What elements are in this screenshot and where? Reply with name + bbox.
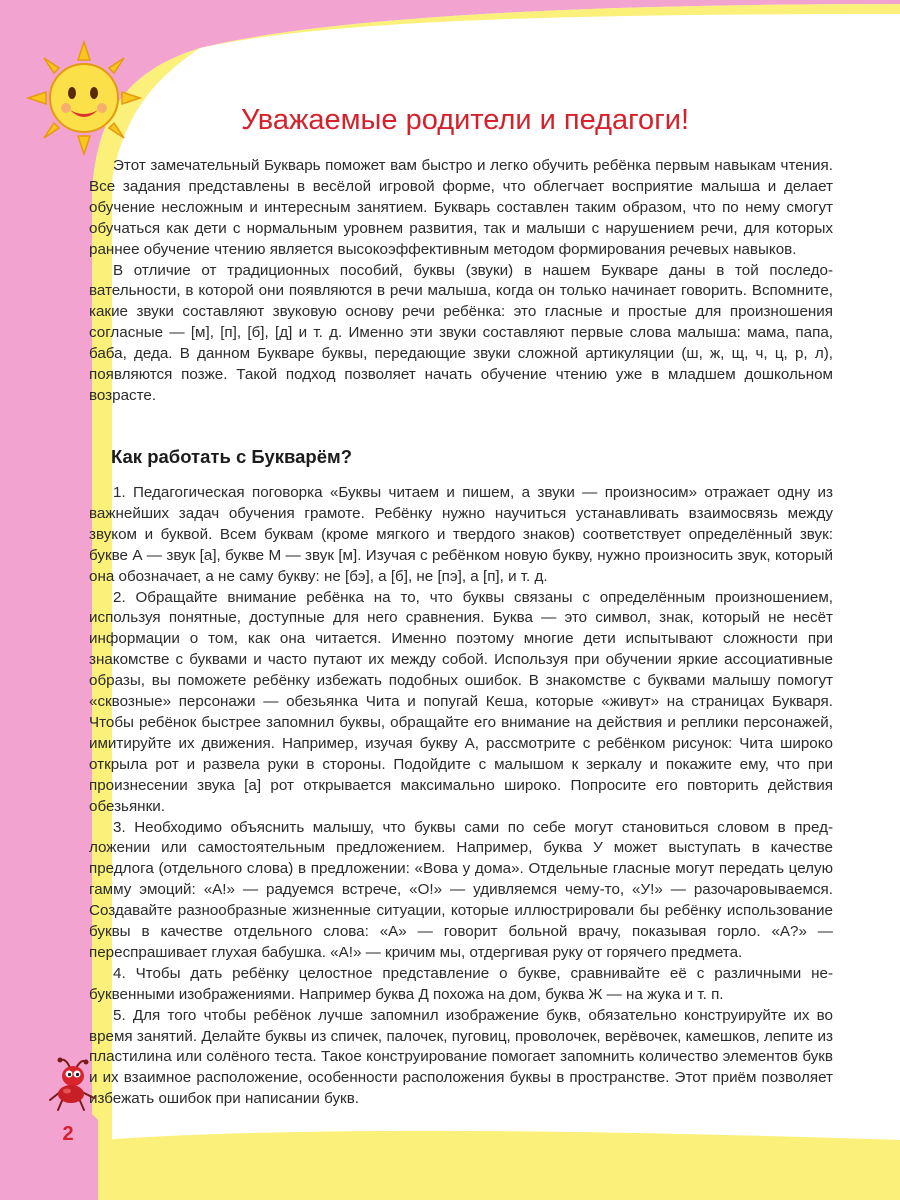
intro-text: [89, 156, 833, 407]
sun-icon: [24, 38, 144, 158]
page-title: Уважаемые родители и педагоги!: [240, 104, 690, 136]
step-paragraph: 2. Обращайте внимание ребёнка на то, что буквы связаны с определённым произношением, используя понятные, доступные для него сравнения. Буква — это символ, знак, который не несёт информации о том, как она читается. Именно поэтому многие дети испытывают сложности при знакомстве с буквами и часто путают их между собой. Используя при обучении яркие ассоциативные образы, вы поможете ребёнку избежать подобных ошибок. В знакомстве с буквами малышу помогут «сквозные» персонажи — обезьянка Чита и попугай Кеша, которые «живут» на страницах Букваря. Чтобы ребёнок быстрее запомнил буквы, обращайте его внимание на действия и реплики персонажей, имитируйте их движения. Например, изучая букву А, рассмотрите с ребёнком рисунок: Чита широко открыла рот и развела руки в стороны. Подойдите с малышом к зеркалу и покажите ему, что при произнесении звука [а] рот открывается максимально широко. Попросите его повторить действия обезьянки.: [89, 588, 833, 815]
intro-paragraph: В отличие от традиционных пособий, буквы (звуки) в нашем Букваре даны в той последовательности, в которой они появляются в речи малыша, когда он только начинает говорить. Вспомните, какие звуки составляют звуковую основу речи ребёнка: это гласные и простые для произношения согласные — [м], [п], [б], [д] и т. д. Именно эти звуки составляют первые слова малыша: мама, папа, баба, деда. В данном Букваре буквы, передающие звуки сложной артикуляции (ш, ж, щ, ч, ц, р, л), появляются позже. Такой подход позволяет начать обучение чтению уже в младшем дошкольном возрасте.: [89, 261, 833, 404]
step-paragraph: 4. Чтобы дать ребёнку целостное представление о букве, сравнивайте её с различными небуквенными изображениями. Например буква Д похожа на дом, буква Ж — на жука и т. п.: [89, 964, 833, 1003]
step-paragraph: 5. Для того чтобы ребёнок лучше запомнил изображение букв, обязательно конструируйте их во время занятий. Делайте буквы из спичек, палочек, пуговиц, проволочек, верёвочек, камешков, лепите из пластилина или солёного теста. Такое конструирование помогает запомнить количество элементов букв и их взаимное расположение, особенности расположения буквы в пространстве. Этот приём позволяет избежать ошибок при написании букв.: [89, 1006, 833, 1108]
section-heading: Как работать с Букварём?: [111, 446, 353, 467]
page-number: 2: [62, 1123, 74, 1145]
yellow-bottom-band: [0, 1131, 900, 1200]
intro-paragraph: Этот замечательный Букварь поможет вам быстро и легко обучить ребёнка первым навыкам чтения. Все задания представлены в весёлой игровой форме, что облегчает восприятие малыша и делает обучение несложным и интересным занятием. Букварь составлен таким образом, что по нему смогут обучаться как дети с нормальным уровнем развития, так и малыши с нарушением речи, для которых раннее обучение чтению является высокоэффективным методом формирования речевых навыков.: [89, 157, 833, 258]
steps-text: [89, 483, 833, 1110]
step-paragraph: 3. Необходимо объяснить малышу, что буквы сами по себе могут становиться словом в предложении или самостоятельным предложением. Например, буква У может выступать в качестве предлога (отдельного слова) в предложении: «Вова у дома». Отдельные гласные могут передать целую гамму эмоций: «А!» — радуемся встрече, «О!» — удивляемся чему-то, «У!» — разочаровываемся. Создавайте разнообразные жизненные ситуации, которые иллюстрировали бы ребёнку использование буквы в качестве отдельного слова: «А» — говорит больной врачу, показывая горло. «А?» — переспрашивает глухая бабушка. «А!» — кричим мы, отдергивая руку от горячего предмета.: [89, 818, 833, 961]
step-paragraph: 1. Педагогическая поговорка «Буквы читаем и пишем, а звуки — произносим» отражает одну из важнейших задач обучения грамоте. Ребёнку нужно научиться устанавливать взаимосвязь между звуком и буквой. Всем буквам (кроме мягкого и твердого знаков) соответствует определённый звук: букве А — звук [а], букве М — звук [м]. Изучая с ребёнком новую букву, нужно произносить звук, который она обозначает, а не саму букву: не [бэ], а [б], не [пэ], а [п], и т. д.: [89, 484, 833, 585]
ant-icon: [40, 1054, 104, 1118]
